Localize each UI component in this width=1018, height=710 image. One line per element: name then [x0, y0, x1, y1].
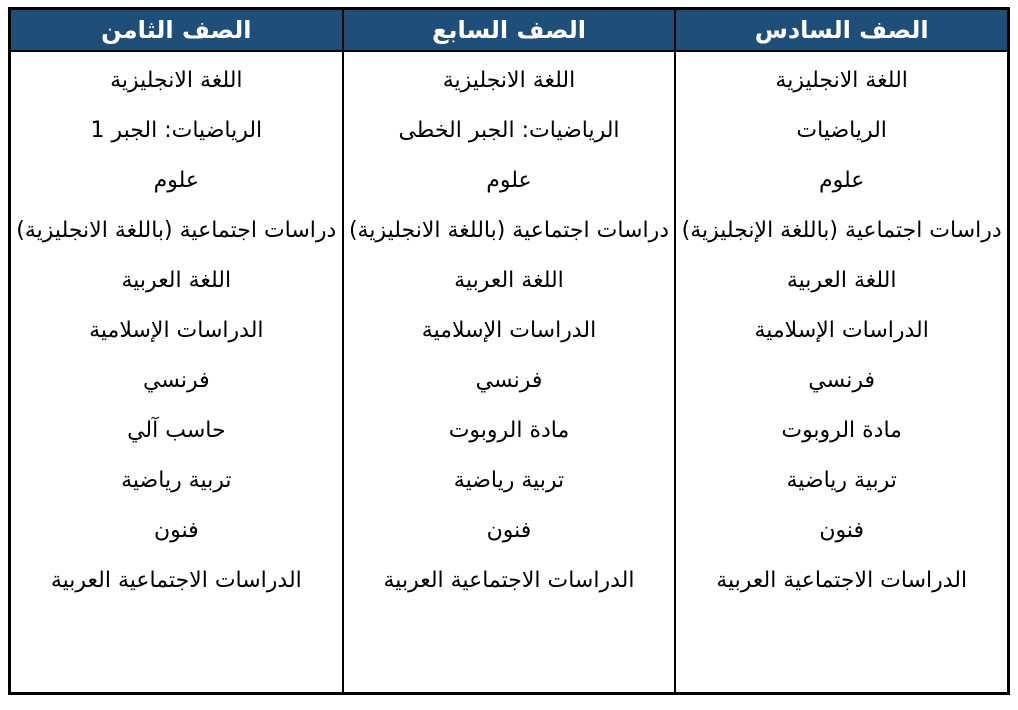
subject-item: الدراسات الاجتماعية العربية — [50, 568, 302, 593]
subject-item: دراسات اجتماعية (باللغة الإنجليزية) — [681, 218, 1002, 243]
grade-column-1 — [676, 10, 1007, 692]
subject-list — [11, 52, 342, 692]
subject-item: فنون — [153, 518, 199, 543]
grade-table — [8, 7, 1010, 695]
subject-item: تربية رياضية — [121, 468, 232, 493]
grade-column-header: الصف السابع — [344, 10, 675, 52]
subject-item: حاسب آلي — [127, 418, 226, 443]
subject-item: مادة الروبوت — [781, 418, 902, 443]
subject-item: فنون — [486, 518, 532, 543]
subject-item: الرياضيات: الجبر 1 — [90, 118, 263, 143]
subject-item: اللغة الانجليزية — [442, 68, 576, 93]
subject-item: الدراسات الإسلامية — [421, 318, 597, 343]
subject-item: اللغة العربية — [786, 268, 897, 293]
subject-item: فرنسي — [475, 368, 543, 393]
subject-item: تربية رياضية — [453, 468, 565, 493]
subject-item: فرنسي — [808, 368, 876, 393]
grade-column-2 — [344, 10, 677, 692]
subject-item: اللغة العربية — [121, 268, 232, 293]
subject-item: اللغة الانجليزية — [775, 68, 908, 93]
subject-item: دراسات اجتماعية (باللغة الانجليزية) — [348, 218, 670, 243]
subject-item: الدراسات الإسلامية — [754, 318, 929, 343]
subject-item: فرنسي — [142, 368, 210, 393]
subject-item: علوم — [153, 168, 200, 193]
grade-column-header: الصف السادس — [676, 10, 1007, 52]
subject-item: علوم — [818, 168, 865, 193]
subject-item: الرياضيات — [796, 118, 887, 143]
subject-item: دراسات اجتماعية (باللغة الانجليزية) — [16, 218, 337, 243]
grade-column-header: الصف الثامن — [11, 10, 342, 52]
subject-item: تربية رياضية — [786, 468, 897, 493]
subject-item: فنون — [819, 518, 864, 543]
subject-item: اللغة الانجليزية — [110, 68, 243, 93]
grade-column-3 — [11, 10, 344, 692]
subject-item: الدراسات الاجتماعية العربية — [383, 568, 635, 593]
subject-list — [676, 52, 1007, 692]
subject-item: اللغة العربية — [454, 268, 564, 293]
subject-item: الدراسات الإسلامية — [89, 318, 264, 343]
subject-list — [344, 52, 675, 692]
subject-item: الرياضيات: الجبر الخطى — [398, 118, 620, 143]
subject-item: علوم — [486, 168, 532, 193]
subject-item: مادة الروبوت — [448, 418, 570, 443]
subject-item: الدراسات الاجتماعية العربية — [716, 568, 968, 593]
